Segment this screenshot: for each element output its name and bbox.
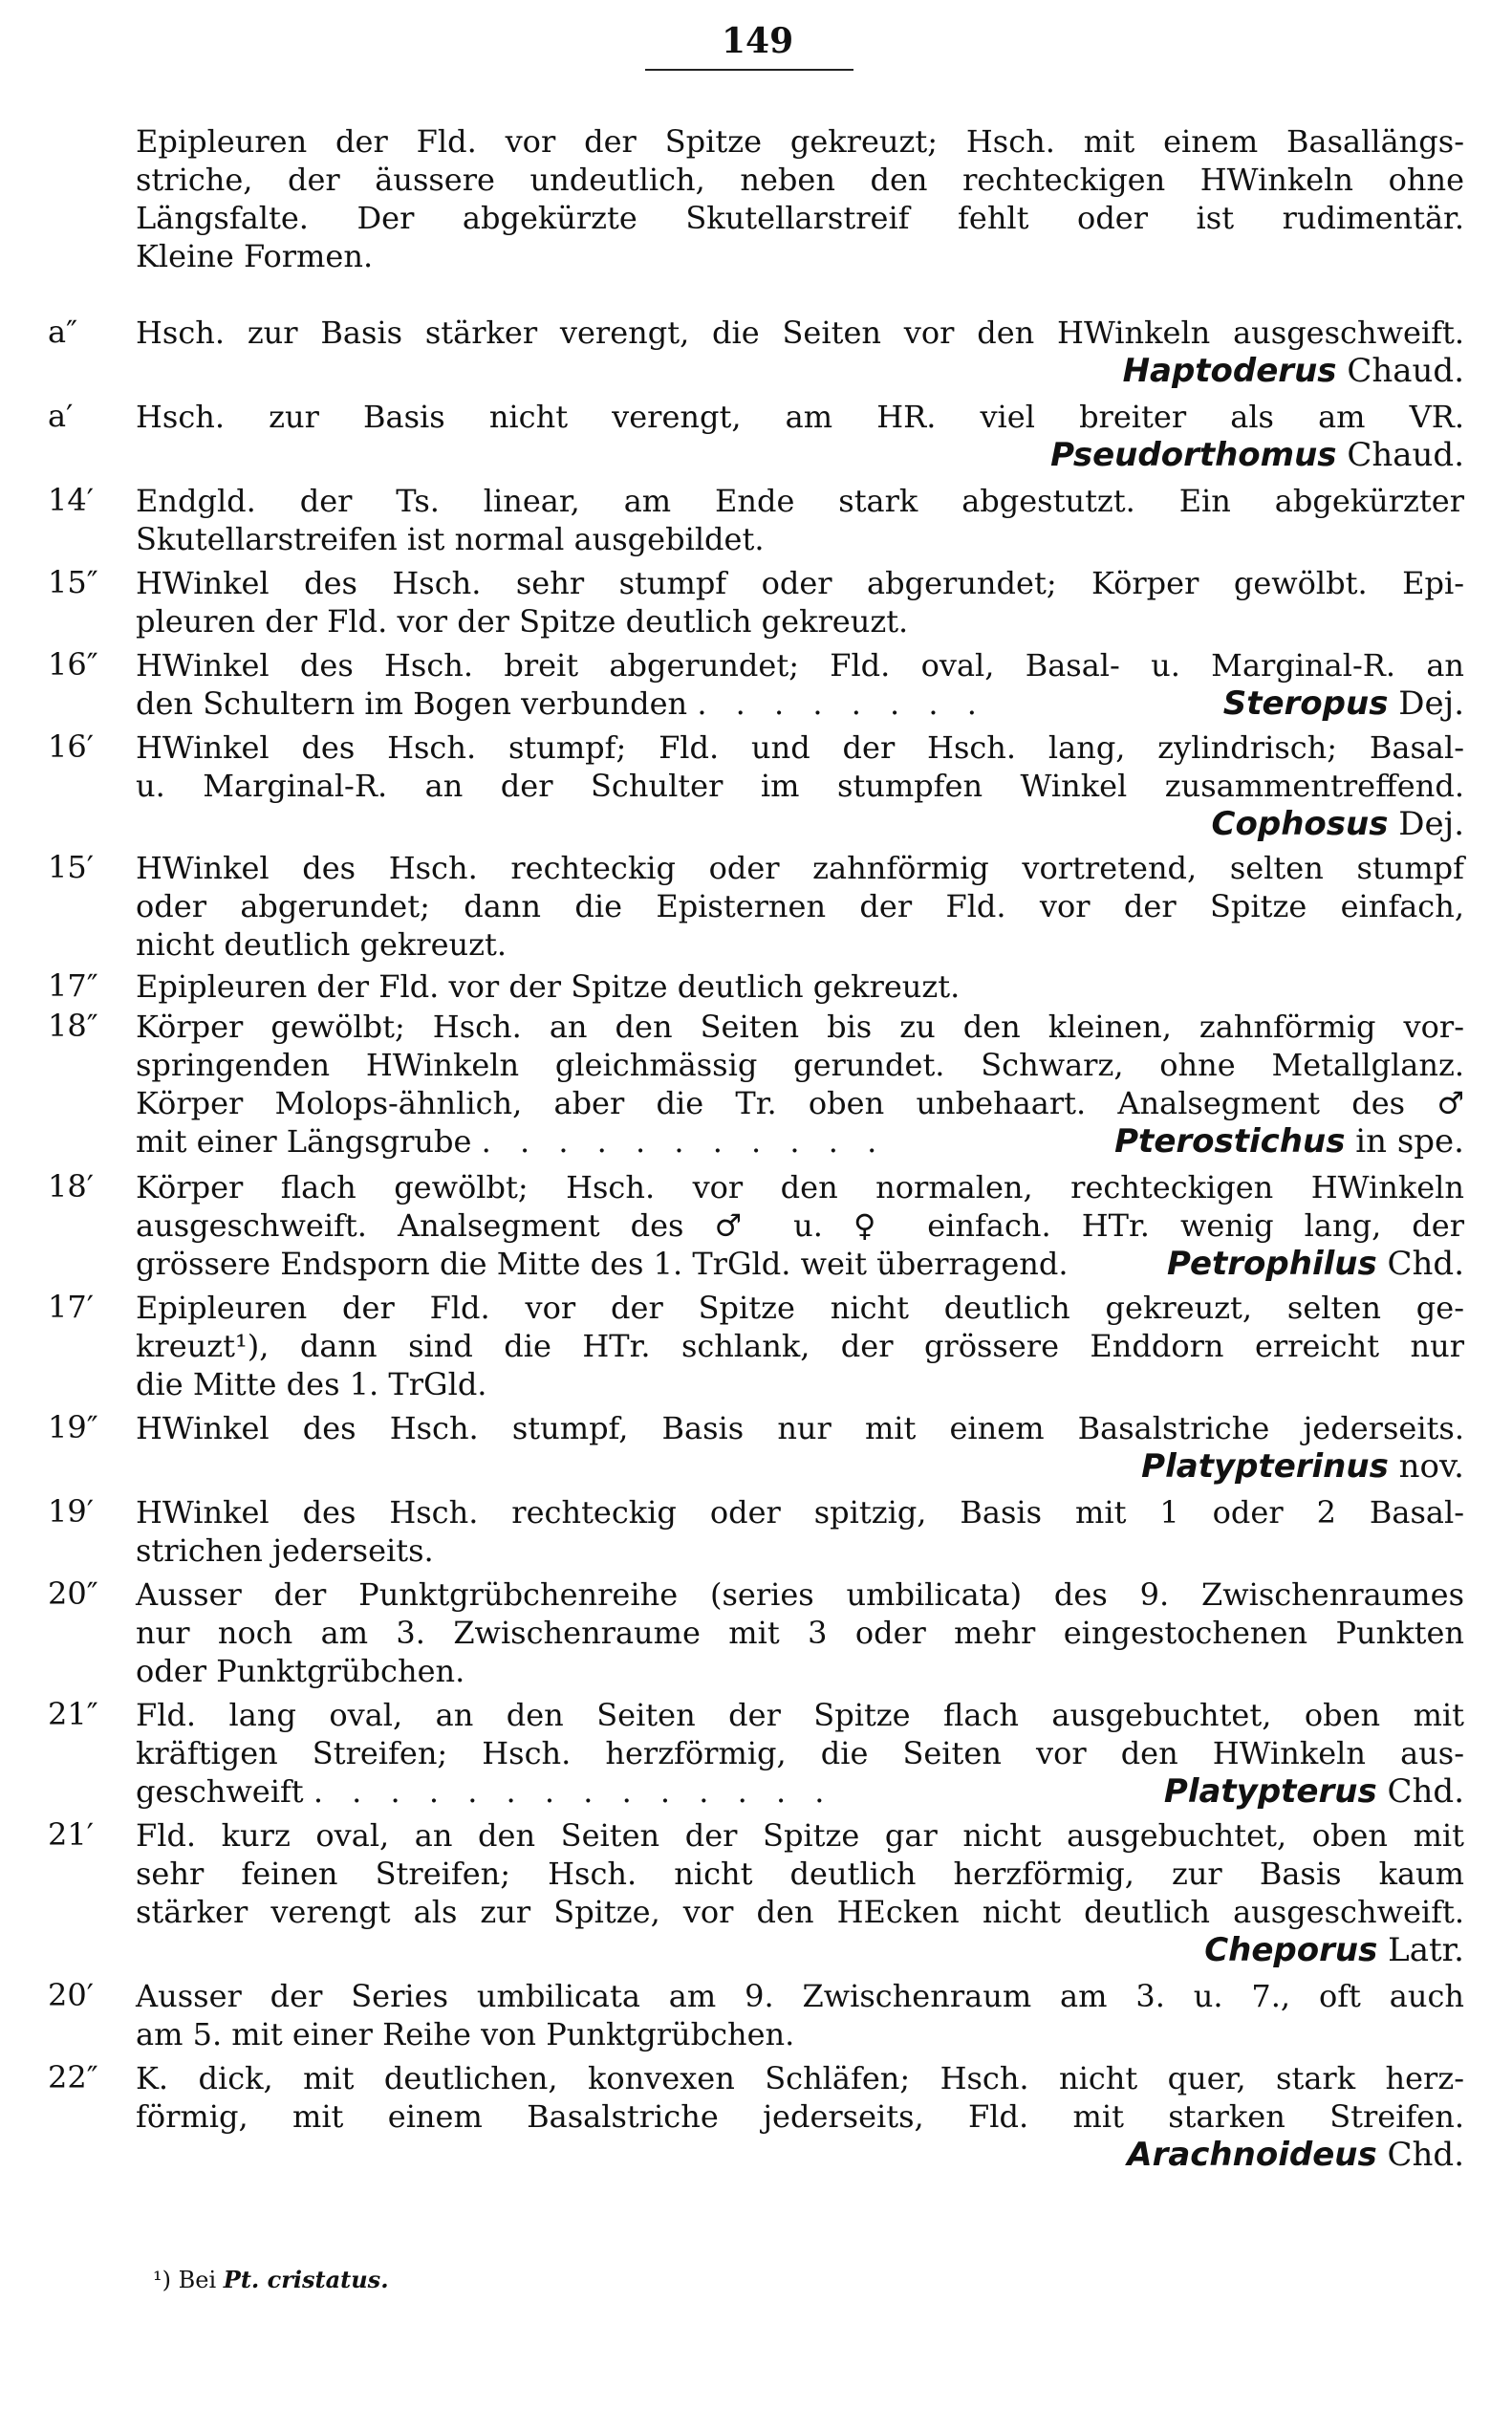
text-line: die Mitte des 1. TrGld. bbox=[136, 1366, 487, 1402]
entry-number: 20′ bbox=[48, 1977, 94, 2013]
text-line: Ausser der Punktgrübchenreihe (series umbilicata) des 9. Zwischenraumes bbox=[136, 1576, 1464, 1613]
entry-number: a′ bbox=[48, 398, 74, 434]
text-line: Körper flach gewölbt; Hsch. vor den normalen, rechteckigen HWinkeln bbox=[136, 1169, 1464, 1205]
genus-name bbox=[1123, 352, 1464, 390]
genus-author: Dej. bbox=[1398, 684, 1464, 723]
text-line: K. dick, mit deutlichen, konvexen Schläfen; Hsch. nicht quer, stark herz- bbox=[136, 2060, 1464, 2096]
entry-number: 16′ bbox=[48, 728, 94, 765]
text-line: am 5. mit einer Reihe von Punktgrübchen. bbox=[136, 2016, 795, 2052]
text-line: nicht deutlich gekreuzt. bbox=[136, 926, 508, 963]
text-line: HWinkel des Hsch. rechteckig oder zahnförmig vortretend, selten stumpf bbox=[136, 850, 1464, 886]
text-segment: mit einer Längsgrube bbox=[136, 1123, 472, 1160]
text-line: kreuzt¹), dann sind die HTr. schlank, der grössere Enddorn erreicht nur bbox=[136, 1328, 1464, 1364]
genus-name bbox=[1050, 436, 1464, 474]
entry-number: 17″ bbox=[48, 967, 98, 1004]
text-line: pleuren der Fld. vor der Spitze deutlich gekreuzt. bbox=[136, 603, 909, 640]
genus-author: Latr. bbox=[1388, 1931, 1464, 1969]
genus-name bbox=[1167, 1245, 1464, 1283]
genus-label: Steropus bbox=[1222, 684, 1389, 723]
text-line: Epipleuren der Fld. vor der Spitze deutlich gekreuzt. bbox=[136, 968, 961, 1005]
entry-number: 20″ bbox=[48, 1575, 98, 1612]
genus-label: Haptoderus bbox=[1122, 352, 1337, 390]
entry-number: a″ bbox=[48, 314, 78, 350]
entry-number: 16″ bbox=[48, 646, 98, 683]
entry-number: 15′ bbox=[48, 849, 94, 885]
footnote-text: Pt. cristatus. bbox=[223, 2266, 389, 2293]
genus-author: Chaud. bbox=[1347, 352, 1464, 390]
genus-author: Chaud. bbox=[1347, 436, 1464, 474]
genus-author: Dej. bbox=[1398, 805, 1464, 843]
genus-name bbox=[1164, 1772, 1464, 1811]
genus-name bbox=[1141, 1447, 1464, 1486]
text-segment: geschweift bbox=[136, 1773, 304, 1810]
text-line: striche, der äussere undeutlich, neben den rechteckigen HWinkeln ohne bbox=[136, 162, 1464, 198]
genus-label: Cophosus bbox=[1211, 805, 1389, 843]
entry-number: 18′ bbox=[48, 1168, 94, 1205]
text-line: Körper gewölbt; Hsch. an den Seiten bis zu den kleinen, zahnförmig vor- bbox=[136, 1009, 1464, 1045]
text-line: kräftigen Streifen; Hsch. herzförmig, die Seiten vor den HWinkeln aus- bbox=[136, 1735, 1464, 1771]
genus-author: Chd. bbox=[1387, 1245, 1464, 1283]
text-line: HWinkel des Hsch. sehr stumpf oder abgerundet; Körper gewölbt. Epi- bbox=[136, 565, 1464, 601]
text-line: Fld. kurz oval, an den Seiten der Spitze gar nicht ausgebuchtet, oben mit bbox=[136, 1817, 1464, 1854]
entry-number: 18″ bbox=[48, 1008, 98, 1044]
text-line: oder abgerundet; dann die Episternen der Fld. vor der Spitze einfach, bbox=[136, 888, 1464, 924]
entry-number: 17′ bbox=[48, 1289, 94, 1325]
text-line: Kleine Formen. bbox=[136, 238, 374, 274]
text-line: nur noch am 3. Zwischenraume mit 3 oder mehr eingestochenen Punkten bbox=[136, 1615, 1464, 1651]
genus-author: Chd. bbox=[1387, 2136, 1464, 2174]
entry-number: 19′ bbox=[48, 1493, 94, 1530]
genus-label: Cheporus bbox=[1204, 1931, 1378, 1969]
genus-author: in spe. bbox=[1355, 1122, 1464, 1161]
genus-name bbox=[1204, 1931, 1464, 1969]
genus-name bbox=[1223, 684, 1464, 723]
text-line: ausgeschweift. Analsegment des ♂ u. ♀ einfach. HTr. wenig lang, der bbox=[136, 1207, 1464, 1244]
text-line: förmig, mit einem Basalstriche jederseits, Fld. mit starken Streifen. bbox=[136, 2098, 1464, 2135]
text-line: HWinkel des Hsch. breit abgerundet; Fld. oval, Basal- u. Marginal-R. an bbox=[136, 647, 1464, 684]
genus-label: Platypterus bbox=[1163, 1772, 1377, 1811]
text-line: Endgld. der Ts. linear, am Ende stark abgestutzt. Ein abgekürzter bbox=[136, 483, 1464, 519]
footnote bbox=[153, 2266, 389, 2293]
genus-author: nov. bbox=[1398, 1447, 1464, 1486]
text-line: HWinkel des Hsch. stumpf; Fld. und der Hsch. lang, zylindrisch; Basal- bbox=[136, 729, 1464, 766]
entry-number: 19″ bbox=[48, 1409, 98, 1445]
entry-number: 15″ bbox=[48, 564, 98, 600]
text-line: u. Marginal-R. an der Schulter im stumpfen Winkel zusammentreffend. bbox=[136, 768, 1464, 804]
text-line: sehr feinen Streifen; Hsch. nicht deutlich herzförmig, zur Basis kaum bbox=[136, 1856, 1464, 1892]
genus-name bbox=[1212, 805, 1464, 843]
genus-label: Pseudorthomus bbox=[1050, 436, 1337, 474]
genus-name bbox=[1127, 2136, 1464, 2174]
text-line: Hsch. zur Basis stärker verengt, die Seiten vor den HWinkeln ausgeschweift. bbox=[136, 315, 1464, 351]
text-line: Fld. lang oval, an den Seiten der Spitze flach ausgebuchtet, oben mit bbox=[136, 1697, 1464, 1733]
footnote-mark: ¹) Bei bbox=[153, 2267, 217, 2293]
text-line: HWinkel des Hsch. stumpf, Basis nur mit einem Basalstriche jederseits. bbox=[136, 1410, 1464, 1446]
page-number: 149 bbox=[722, 21, 794, 61]
genus-author: Chd. bbox=[1387, 1772, 1464, 1811]
entry-number: 21″ bbox=[48, 1696, 98, 1732]
genus-label: Petrophilus bbox=[1166, 1245, 1377, 1283]
text-line: strichen jederseits. bbox=[136, 1532, 434, 1569]
header-rule bbox=[645, 69, 853, 71]
entry-number: 22″ bbox=[48, 2059, 98, 2095]
text-line: oder Punktgrübchen. bbox=[136, 1653, 465, 1689]
text-line: Körper Molops-ähnlich, aber die Tr. oben unbehaart. Analsegment des ♂ bbox=[136, 1085, 1464, 1121]
entry-number: 14′ bbox=[48, 482, 94, 518]
leader-dots: . . . . . . . . bbox=[697, 685, 986, 722]
text-segment: den Schultern im Bogen verbunden bbox=[136, 685, 688, 722]
leader-dots: . . . . . . . . . . . bbox=[481, 1123, 887, 1160]
text-line: grössere Endsporn die Mitte des 1. TrGld. weit überragend. bbox=[136, 1246, 1069, 1282]
text-line: Skutellarstreifen ist normal ausgebildet. bbox=[136, 521, 765, 557]
entry-number: 21′ bbox=[48, 1816, 94, 1853]
genus-label: Platypterinus bbox=[1141, 1447, 1389, 1486]
genus-label: Pterostichus bbox=[1114, 1122, 1346, 1161]
text-line: Hsch. zur Basis nicht verengt, am HR. viel breiter als am VR. bbox=[136, 399, 1464, 435]
text-line: stärker verengt als zur Spitze, vor den HEcken nicht deutlich ausgeschweift. bbox=[136, 1894, 1464, 1930]
text-line: Epipleuren der Fld. vor der Spitze gekreuzt; Hsch. mit einem Basallängs- bbox=[136, 123, 1464, 160]
genus-label: Arachnoideus bbox=[1127, 2136, 1377, 2174]
text-line: Ausser der Series umbilicata am 9. Zwischenraum am 3. u. 7., oft auch bbox=[136, 1978, 1464, 2014]
text-line: HWinkel des Hsch. rechteckig oder spitzig, Basis mit 1 oder 2 Basal- bbox=[136, 1494, 1464, 1531]
text-line: Epipleuren der Fld. vor der Spitze nicht deutlich gekreuzt, selten ge- bbox=[136, 1290, 1464, 1326]
genus-name bbox=[1114, 1122, 1464, 1161]
text-line: Längsfalte. Der abgekürzte Skutellarstreif fehlt oder ist rudimentär. bbox=[136, 200, 1464, 236]
leader-dots: . . . . . . . . . . . . . . bbox=[313, 1773, 834, 1810]
text-line: springenden HWinkeln gleichmässig gerundet. Schwarz, ohne Metallglanz. bbox=[136, 1047, 1464, 1083]
